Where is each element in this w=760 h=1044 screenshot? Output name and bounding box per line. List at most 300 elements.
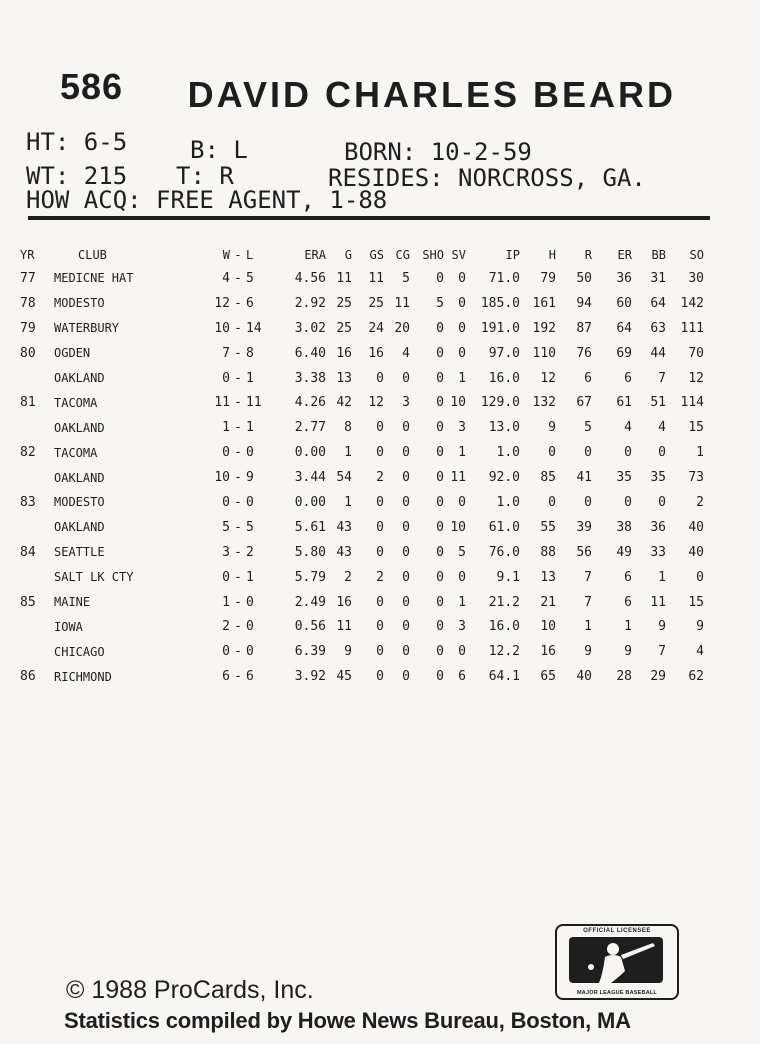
cell-sho: 0 bbox=[436, 644, 444, 660]
cell-so: 4 bbox=[696, 644, 704, 660]
cell-dash: - bbox=[234, 345, 242, 361]
logo-bottom-text: MAJOR LEAGUE BASEBALL bbox=[577, 990, 657, 996]
cell-er: 38 bbox=[616, 519, 632, 535]
cell-gs: 2 bbox=[376, 569, 384, 585]
cell-cg: 4 bbox=[402, 345, 410, 361]
cell-l: 5 bbox=[246, 270, 254, 286]
cell-h: 13 bbox=[540, 569, 556, 585]
cell-cg: 0 bbox=[402, 594, 410, 610]
cell-h: 65 bbox=[540, 669, 556, 685]
cell-g: 8 bbox=[344, 420, 352, 436]
cell-g: 25 bbox=[336, 295, 352, 311]
cell-so: 73 bbox=[688, 470, 704, 486]
cell-w: 1 bbox=[222, 594, 230, 610]
cell-sv: 0 bbox=[458, 644, 466, 660]
cell-l: 6 bbox=[246, 669, 254, 685]
cell-gs: 0 bbox=[376, 445, 384, 461]
cell-dash: - bbox=[234, 519, 242, 535]
career-stats-table bbox=[20, 244, 704, 689]
cell-bb: 9 bbox=[658, 619, 666, 635]
cell-g: 9 bbox=[344, 644, 352, 660]
stats-row bbox=[20, 490, 704, 515]
cell-cg: 5 bbox=[402, 270, 410, 286]
cell-g: 43 bbox=[336, 519, 352, 535]
cell-er: 69 bbox=[616, 345, 632, 361]
cell-era: 5.61 bbox=[294, 519, 326, 535]
cell-l: 1 bbox=[246, 569, 254, 585]
cell-h: 192 bbox=[532, 320, 556, 336]
cell-dash: - bbox=[234, 494, 242, 510]
cell-gs: 25 bbox=[368, 295, 384, 311]
stats-row bbox=[20, 341, 704, 366]
cell-so: 9 bbox=[696, 619, 704, 635]
cell-w: 2 bbox=[222, 619, 230, 635]
cell-yr bbox=[20, 465, 54, 490]
copyright-line: © 1988 ProCards, Inc. bbox=[66, 976, 314, 1004]
header-r: R bbox=[584, 248, 592, 262]
header-sv: SV bbox=[451, 248, 466, 262]
cell-ip: 16.0 bbox=[488, 370, 520, 386]
cell-r: 0 bbox=[584, 494, 592, 510]
card-number: 586 bbox=[60, 66, 124, 107]
cell-er: 0 bbox=[624, 494, 632, 510]
cell-gs: 24 bbox=[368, 320, 384, 336]
cell-club: MODESTO bbox=[54, 296, 105, 311]
cell-sho: 0 bbox=[436, 270, 444, 286]
cell-g: 16 bbox=[336, 594, 352, 610]
cell-sv: 3 bbox=[458, 420, 466, 436]
cell-gs: 0 bbox=[376, 594, 384, 610]
cell-ip: 129.0 bbox=[480, 395, 520, 411]
cell-so: 62 bbox=[688, 669, 704, 685]
cell-era: 5.80 bbox=[294, 544, 326, 560]
stats-row bbox=[20, 390, 704, 415]
cell-w: 5 bbox=[222, 519, 230, 535]
cell-er: 9 bbox=[624, 644, 632, 660]
cell-er: 6 bbox=[624, 370, 632, 386]
how-acquired-field: HOW ACQ: FREE AGENT, 1-88 bbox=[26, 186, 388, 214]
cell-sho: 0 bbox=[436, 395, 444, 411]
born-field: BORN: 10-2-59 bbox=[344, 138, 532, 166]
cell-yr bbox=[20, 565, 54, 590]
cell-gs: 0 bbox=[376, 420, 384, 436]
cell-cg: 0 bbox=[402, 619, 410, 635]
cell-gs: 0 bbox=[376, 544, 384, 560]
cell-bb: 0 bbox=[658, 494, 666, 510]
player-name: DAVID CHARLES BEARD bbox=[187, 74, 676, 115]
cell-era: 2.92 bbox=[294, 295, 326, 311]
cell-bb: 33 bbox=[650, 544, 666, 560]
stats-row bbox=[20, 590, 704, 615]
stats-row bbox=[20, 291, 704, 316]
cell-bb: 7 bbox=[658, 644, 666, 660]
cell-g: 45 bbox=[336, 669, 352, 685]
cell-bb: 31 bbox=[650, 270, 666, 286]
cell-yr: 81 bbox=[20, 395, 36, 411]
cell-h: 88 bbox=[540, 544, 556, 560]
cell-yr bbox=[20, 415, 54, 440]
cell-bb: 36 bbox=[650, 519, 666, 535]
cell-h: 9 bbox=[548, 420, 556, 436]
cell-bb: 29 bbox=[650, 669, 666, 685]
cell-dash: - bbox=[234, 395, 242, 411]
cell-r: 76 bbox=[576, 345, 592, 361]
cell-ip: 61.0 bbox=[488, 519, 520, 535]
cell-bb: 64 bbox=[650, 295, 666, 311]
stats-row bbox=[20, 266, 704, 291]
cell-club: SEATTLE bbox=[54, 545, 105, 560]
cell-sv: 10 bbox=[450, 519, 466, 535]
cell-yr bbox=[20, 639, 54, 664]
cell-club: CHICAGO bbox=[54, 644, 105, 659]
cell-g: 2 bbox=[344, 569, 352, 585]
cell-dash: - bbox=[234, 320, 242, 336]
cell-ip: 76.0 bbox=[488, 544, 520, 560]
cell-so: 40 bbox=[688, 544, 704, 560]
cell-er: 36 bbox=[616, 270, 632, 286]
cell-cg: 0 bbox=[402, 519, 410, 535]
header-cg: CG bbox=[395, 248, 410, 262]
cell-h: 132 bbox=[532, 395, 556, 411]
cell-r: 1 bbox=[584, 619, 592, 635]
cell-era: 3.38 bbox=[294, 370, 326, 386]
cell-yr: 80 bbox=[20, 345, 36, 361]
cell-sho: 0 bbox=[436, 669, 444, 685]
cell-er: 6 bbox=[624, 594, 632, 610]
cell-cg: 3 bbox=[402, 395, 410, 411]
cell-club: IOWA bbox=[54, 619, 83, 634]
logo-top-text: OFFICIAL LICENSEE bbox=[583, 928, 651, 934]
header-club: CLUB bbox=[78, 248, 107, 262]
cell-sho: 0 bbox=[436, 544, 444, 560]
cell-cg: 0 bbox=[402, 669, 410, 685]
cell-l: 6 bbox=[246, 295, 254, 311]
cell-dash: - bbox=[234, 370, 242, 386]
cell-era: 6.39 bbox=[294, 644, 326, 660]
cell-r: 9 bbox=[584, 644, 592, 660]
cell-l: 0 bbox=[246, 644, 254, 660]
cell-yr: 86 bbox=[20, 669, 36, 685]
cell-sv: 0 bbox=[458, 494, 466, 510]
cell-sho: 0 bbox=[436, 619, 444, 635]
header-l: L bbox=[246, 248, 254, 262]
cell-g: 54 bbox=[336, 470, 352, 486]
cell-sho: 0 bbox=[436, 320, 444, 336]
header-dash: - bbox=[234, 248, 242, 262]
cell-r: 6 bbox=[584, 370, 592, 386]
cell-sv: 10 bbox=[450, 395, 466, 411]
cell-ip: 16.0 bbox=[488, 619, 520, 635]
cell-r: 87 bbox=[576, 320, 592, 336]
stats-row bbox=[20, 465, 704, 490]
cell-g: 25 bbox=[336, 320, 352, 336]
cell-gs: 0 bbox=[376, 644, 384, 660]
cell-sho: 5 bbox=[436, 295, 444, 311]
cell-gs: 0 bbox=[376, 619, 384, 635]
cell-era: 0.56 bbox=[294, 619, 326, 635]
cell-bb: 7 bbox=[658, 370, 666, 386]
cell-sv: 11 bbox=[450, 470, 466, 486]
cell-sv: 0 bbox=[458, 320, 466, 336]
throws-field: T: R bbox=[176, 162, 234, 190]
cell-w: 0 bbox=[222, 644, 230, 660]
cell-bb: 4 bbox=[658, 420, 666, 436]
cell-w: 0 bbox=[222, 569, 230, 585]
cell-sv: 0 bbox=[458, 270, 466, 286]
cell-bb: 11 bbox=[650, 594, 666, 610]
cell-so: 15 bbox=[688, 594, 704, 610]
cell-sv: 6 bbox=[458, 669, 466, 685]
cell-era: 0.00 bbox=[294, 445, 326, 461]
cell-h: 16 bbox=[540, 644, 556, 660]
cell-era: 4.26 bbox=[294, 395, 326, 411]
cell-ip: 13.0 bbox=[488, 420, 520, 436]
cell-ip: 92.0 bbox=[488, 470, 520, 486]
cell-era: 5.79 bbox=[294, 569, 326, 585]
cell-w: 3 bbox=[222, 544, 230, 560]
cell-g: 16 bbox=[336, 345, 352, 361]
header-sho: SHO bbox=[422, 248, 444, 262]
cell-gs: 0 bbox=[376, 519, 384, 535]
cell-so: 142 bbox=[680, 295, 704, 311]
cell-l: 0 bbox=[246, 619, 254, 635]
cell-club: TACOMA bbox=[54, 395, 98, 410]
cell-sv: 5 bbox=[458, 544, 466, 560]
cell-yr bbox=[20, 515, 54, 540]
height-field: HT: 6-5 bbox=[26, 128, 128, 156]
cell-h: 0 bbox=[548, 445, 556, 461]
cell-so: 114 bbox=[680, 395, 704, 411]
cell-g: 1 bbox=[344, 445, 352, 461]
cell-dash: - bbox=[234, 470, 242, 486]
cell-w: 0 bbox=[222, 370, 230, 386]
stats-row bbox=[20, 565, 704, 590]
cell-bb: 0 bbox=[658, 445, 666, 461]
cell-l: 2 bbox=[246, 544, 254, 560]
cell-cg: 0 bbox=[402, 544, 410, 560]
cell-cg: 0 bbox=[402, 470, 410, 486]
cell-r: 5 bbox=[584, 420, 592, 436]
cell-h: 12 bbox=[540, 370, 556, 386]
batter-silhouette-icon bbox=[569, 937, 663, 983]
cell-l: 0 bbox=[246, 494, 254, 510]
cell-er: 1 bbox=[624, 619, 632, 635]
cell-sv: 1 bbox=[458, 594, 466, 610]
stats-row bbox=[20, 316, 704, 341]
stats-row bbox=[20, 614, 704, 639]
cell-w: 0 bbox=[222, 445, 230, 461]
cell-so: 111 bbox=[680, 320, 704, 336]
cell-yr: 84 bbox=[20, 544, 36, 560]
cell-gs: 0 bbox=[376, 370, 384, 386]
cell-cg: 0 bbox=[402, 370, 410, 386]
cell-h: 21 bbox=[540, 594, 556, 610]
cell-bb: 51 bbox=[650, 395, 666, 411]
cell-ip: 97.0 bbox=[488, 345, 520, 361]
cell-sho: 0 bbox=[436, 470, 444, 486]
bats-field: B: L bbox=[190, 136, 248, 164]
cell-era: 3.02 bbox=[294, 320, 326, 336]
header-er: ER bbox=[617, 248, 632, 262]
cell-so: 15 bbox=[688, 420, 704, 436]
cell-bb: 1 bbox=[658, 569, 666, 585]
cell-dash: - bbox=[234, 644, 242, 660]
cell-dash: - bbox=[234, 569, 242, 585]
cell-l: 9 bbox=[246, 470, 254, 486]
resides-field: RESIDES: NORCROSS, GA. bbox=[328, 164, 646, 192]
cell-h: 0 bbox=[548, 494, 556, 510]
cell-sv: 1 bbox=[458, 445, 466, 461]
cell-bb: 44 bbox=[650, 345, 666, 361]
cell-yr bbox=[20, 614, 54, 639]
cell-w: 10 bbox=[214, 320, 230, 336]
cell-cg: 0 bbox=[402, 494, 410, 510]
cell-l: 8 bbox=[246, 345, 254, 361]
cell-sv: 0 bbox=[458, 295, 466, 311]
cell-club: SALT LK CTY bbox=[54, 570, 134, 585]
cell-ip: 1.0 bbox=[496, 494, 520, 510]
cell-w: 12 bbox=[214, 295, 230, 311]
cell-r: 56 bbox=[576, 544, 592, 560]
cell-ip: 12.2 bbox=[488, 644, 520, 660]
cell-yr: 83 bbox=[20, 494, 36, 510]
cell-so: 2 bbox=[696, 494, 704, 510]
header-w: W bbox=[222, 248, 230, 262]
cell-g: 11 bbox=[336, 619, 352, 635]
header-bb: BB bbox=[651, 248, 666, 262]
cell-cg: 0 bbox=[402, 644, 410, 660]
cell-dash: - bbox=[234, 544, 242, 560]
stats-row bbox=[20, 366, 704, 391]
cell-l: 11 bbox=[246, 395, 262, 411]
cell-w: 6 bbox=[222, 669, 230, 685]
header-yr: YR bbox=[20, 248, 35, 262]
stats-row bbox=[20, 639, 704, 664]
cell-club: MAINE bbox=[54, 595, 91, 610]
cell-club: OAKLAND bbox=[54, 470, 105, 485]
cell-cg: 20 bbox=[394, 320, 410, 336]
cell-dash: - bbox=[234, 594, 242, 610]
cell-l: 1 bbox=[246, 420, 254, 436]
stats-row bbox=[20, 664, 704, 689]
stats-row bbox=[20, 515, 704, 540]
cell-so: 1 bbox=[696, 445, 704, 461]
cell-club: OAKLAND bbox=[54, 420, 105, 435]
cell-yr: 79 bbox=[20, 320, 36, 336]
cell-ip: 9.1 bbox=[496, 569, 520, 585]
cell-l: 14 bbox=[246, 320, 262, 336]
cell-yr: 82 bbox=[20, 445, 36, 461]
cell-sho: 0 bbox=[436, 445, 444, 461]
cell-er: 64 bbox=[616, 320, 632, 336]
cell-er: 6 bbox=[624, 569, 632, 585]
weight-field: WT: 215 bbox=[26, 162, 128, 190]
cell-gs: 0 bbox=[376, 669, 384, 685]
cell-era: 6.40 bbox=[294, 345, 326, 361]
cell-ip: 185.0 bbox=[480, 295, 520, 311]
cell-yr: 85 bbox=[20, 594, 36, 610]
cell-yr: 77 bbox=[20, 270, 36, 286]
cell-dash: - bbox=[234, 619, 242, 635]
cell-era: 0.00 bbox=[294, 494, 326, 510]
cell-era: 4.56 bbox=[294, 270, 326, 286]
cell-club: TACOMA bbox=[54, 445, 98, 460]
header-h: H bbox=[548, 248, 556, 262]
cell-dash: - bbox=[234, 270, 242, 286]
cell-so: 40 bbox=[688, 519, 704, 535]
cell-club: OAKLAND bbox=[54, 520, 105, 535]
cell-ip: 191.0 bbox=[480, 320, 520, 336]
cell-g: 43 bbox=[336, 544, 352, 560]
cell-er: 4 bbox=[624, 420, 632, 436]
cell-w: 10 bbox=[214, 470, 230, 486]
header-so: SO bbox=[689, 248, 704, 262]
cell-er: 49 bbox=[616, 544, 632, 560]
header-g: G bbox=[344, 248, 352, 262]
cell-l: 5 bbox=[246, 519, 254, 535]
stats-row bbox=[20, 540, 704, 565]
cell-r: 7 bbox=[584, 594, 592, 610]
cell-w: 0 bbox=[222, 494, 230, 510]
cell-so: 70 bbox=[688, 345, 704, 361]
cell-w: 1 bbox=[222, 420, 230, 436]
cell-club: OAKLAND bbox=[54, 371, 105, 385]
header-gs: GS bbox=[369, 248, 384, 262]
stats-header-row bbox=[20, 244, 704, 266]
cell-w: 11 bbox=[214, 395, 230, 411]
cell-h: 10 bbox=[540, 619, 556, 635]
cell-er: 28 bbox=[616, 669, 632, 685]
statistics-credit: Statistics compiled by Howe News Bureau, Boston, MA bbox=[64, 1008, 631, 1033]
cell-sho: 0 bbox=[436, 420, 444, 436]
cell-l: 0 bbox=[246, 445, 254, 461]
cell-yr: 78 bbox=[20, 295, 36, 311]
cell-g: 11 bbox=[336, 270, 352, 286]
cell-cg: 0 bbox=[402, 445, 410, 461]
cell-l: 0 bbox=[246, 594, 254, 610]
cell-era: 2.77 bbox=[294, 420, 326, 436]
cell-r: 41 bbox=[576, 470, 592, 486]
cell-club: OGDEN bbox=[54, 346, 91, 361]
cell-g: 13 bbox=[336, 370, 352, 386]
cell-cg: 0 bbox=[402, 569, 410, 585]
cell-ip: 64.1 bbox=[488, 669, 520, 685]
cell-sho: 0 bbox=[436, 345, 444, 361]
cell-gs: 0 bbox=[376, 494, 384, 510]
cell-club: MEDICNE HAT bbox=[54, 271, 134, 286]
cell-ip: 71.0 bbox=[488, 270, 520, 286]
cell-bb: 63 bbox=[650, 320, 666, 336]
header-ip: IP bbox=[505, 248, 520, 262]
cell-r: 0 bbox=[584, 445, 592, 461]
cell-h: 85 bbox=[540, 470, 556, 486]
cell-sho: 0 bbox=[436, 519, 444, 535]
cell-sho: 0 bbox=[436, 494, 444, 510]
cell-gs: 16 bbox=[368, 345, 384, 361]
cell-gs: 11 bbox=[368, 270, 384, 286]
cell-sho: 0 bbox=[436, 370, 444, 386]
cell-cg: 0 bbox=[402, 420, 410, 436]
cell-dash: - bbox=[234, 669, 242, 685]
cell-r: 40 bbox=[576, 669, 592, 685]
cell-l: 1 bbox=[246, 370, 254, 386]
header-divider bbox=[28, 216, 710, 220]
cell-era: 2.49 bbox=[294, 594, 326, 610]
cell-er: 0 bbox=[624, 445, 632, 461]
cell-club: MODESTO bbox=[54, 495, 105, 510]
cell-g: 1 bbox=[344, 494, 352, 510]
cell-cg: 11 bbox=[394, 295, 410, 311]
